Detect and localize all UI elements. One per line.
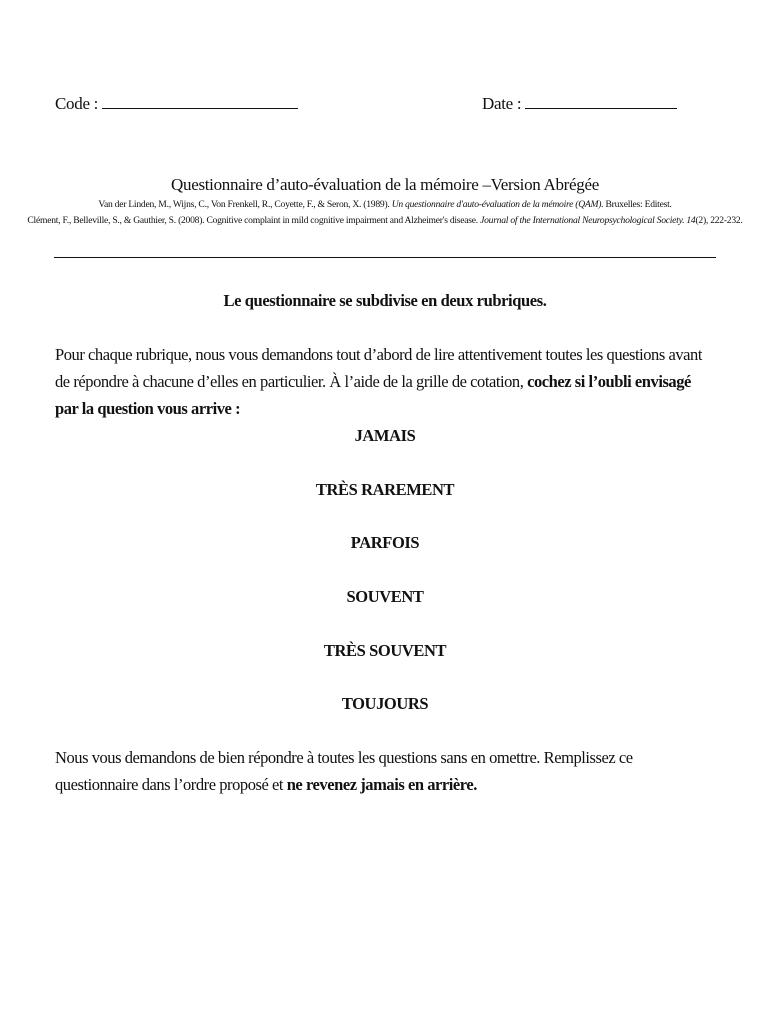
scale-option: TOUJOURS <box>341 694 429 713</box>
horizontal-divider <box>54 257 716 258</box>
reference-1-title: Un questionnaire d'auto-évaluation de la mémoire (QAM). <box>391 199 604 210</box>
code-field <box>55 94 298 114</box>
reference-2 <box>0 215 770 226</box>
section-subtitle: Le questionnaire se subdivise en deux rubriques. <box>223 291 547 310</box>
scale-option: TRÈS SOUVENT <box>323 641 447 660</box>
closing-bold-text: ne revenez jamais en arrière. <box>286 775 477 794</box>
instructions-text: Pour chaque rubrique, nous vous demandons tout d’abord de lire attentivement toutes les questions avant de répondre à chacune d’elles en particulier. À l’aide de la grille de cotation, <box>55 345 702 391</box>
closing-paragraph <box>55 744 715 798</box>
reference-1-authors: Van der Linden, M., Wijns, C., Von Frenkell, R., Coyette, F., & Seron, X. (1989). <box>98 199 392 210</box>
instructions-bold-text: cochez si l’oubli envisagé par la question vous arrive : <box>55 372 691 418</box>
closing-text: Nous vous demandons de bien répondre à toutes les questions sans en omettre. Remplissez ce questionnaire dans l’ordre proposé et <box>55 748 633 794</box>
scale-option: SOUVENT <box>346 587 424 606</box>
document-title: Questionnaire d’auto-évaluation de la mémoire –Version Abrégée <box>171 175 599 194</box>
scale-option: TRÈS RAREMENT <box>315 480 455 499</box>
code-input-line[interactable] <box>102 94 298 109</box>
date-label: Date : <box>482 94 522 113</box>
date-input-line[interactable] <box>525 94 677 109</box>
reference-1 <box>0 199 770 210</box>
reference-2-journal: Journal of the International Neuropsychological Society. 14 <box>480 215 696 226</box>
instructions-paragraph <box>55 341 715 422</box>
scale-option: PARFOIS <box>350 533 420 552</box>
date-field <box>482 94 677 114</box>
scale-option: JAMAIS <box>354 426 416 445</box>
reference-2-authors: Clément, F., Belleville, S., & Gauthier, S. (2008). Cognitive complaint in mild cognitive impairment and Alzheimer's disease. <box>27 215 481 226</box>
reference-2-pages: (2), 222-232. <box>695 215 743 226</box>
code-label: Code : <box>55 94 99 113</box>
reference-1-publisher: Bruxelles: Editest. <box>603 199 672 210</box>
